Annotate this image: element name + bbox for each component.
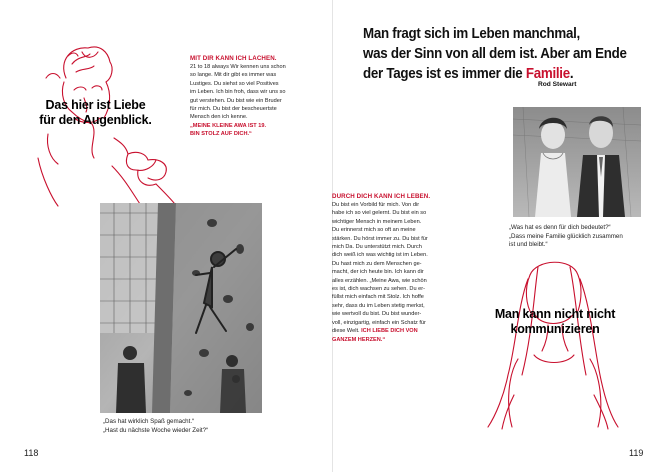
body-line: dich weiß ich was wichtig ist im Leben. — [332, 252, 428, 259]
body-line: Mensch den ich kenne. — [190, 114, 248, 121]
red-closing-line: GANZEM HERZEN.“ — [332, 336, 386, 343]
overlay-title-line: für den Augenblick. — [39, 113, 152, 127]
red-closing-line: BIN STOLZ AUF DICH.“ — [190, 131, 252, 138]
body-line: füllst mich einfach mit Stolz. Ich hoffe — [332, 294, 424, 301]
left-caption — [103, 418, 273, 435]
overlay-title-line: kommunizieren — [510, 322, 600, 336]
quote-text: der Tages ist es immer die — [363, 66, 526, 82]
caption-line: ist und bleibt.“ — [509, 241, 548, 249]
body-line: alles erzählen. „Meine Awa, wie schön — [332, 277, 427, 284]
overlay-title-line: Man kann nicht nicht — [494, 307, 616, 321]
section-heading: DURCH DICH KANN ICH LEBEN. — [332, 193, 431, 200]
caption-line: „Hast du nächste Woche wieder Zeit?“ — [103, 426, 209, 434]
body-line: wichtiger Mensch in meinem Leben. — [332, 218, 422, 225]
body-line: macht, der ich heute bin. Ich kann dir — [332, 269, 424, 276]
left-page — [0, 0, 332, 472]
body-line: für mich. Du bist der bescheuertste — [190, 106, 277, 113]
body-line: sehr, dass du im Leben stetig merkst, — [332, 302, 425, 309]
body-line: Lustiges. Du siehst so viel Positives — [190, 80, 279, 87]
body-line: es ist, dich wachsen zu sehen. Du er- — [332, 286, 425, 293]
body-text: diese Welt. — [332, 328, 362, 335]
text-block-leben — [332, 193, 467, 344]
body-line: im Leben. Ich bin froh, dass wir uns so — [190, 89, 286, 96]
body-line: voll, einzigartig, einfach ein Schatz für — [332, 319, 426, 326]
body-line: so lange. Mit dir gibt es immer was — [190, 72, 277, 79]
body-line: wie wertvoll du bist. Du bist wunder- — [332, 311, 422, 318]
body-line: gut verstehen. Du bist wie ein Bruder — [190, 97, 282, 104]
page-number-left: 118 — [24, 448, 39, 458]
body-line — [332, 327, 467, 335]
caption-line: „Dass meine Familie glücklich zusammen — [509, 232, 623, 240]
right-overlay-title — [485, 307, 625, 337]
overlay-title-line: Das hier ist Liebe — [45, 98, 146, 112]
page-number-right: 119 — [629, 448, 644, 458]
rod-stewart-quote — [363, 24, 663, 84]
quote-line — [363, 64, 639, 84]
left-overlay-title — [28, 98, 163, 128]
caption-line: „Das hat wirklich Spaß gemacht.“ — [103, 418, 195, 425]
couple-portrait-drawing — [513, 107, 641, 217]
body-line: 21 to 18 always Wir kennen uns schon — [190, 64, 286, 70]
body-line: Du bist ein Vorbild für mich. Von dir — [332, 202, 420, 208]
section-body — [332, 201, 467, 344]
section-heading: MIT DIR KANN ICH LACHEN. — [190, 55, 277, 62]
right-caption-top — [509, 224, 659, 250]
quote-author: Rod Stewart — [538, 81, 577, 88]
text-block-lachen — [190, 55, 315, 139]
body-line: habe ich so viel gelernt. Du bist ein so — [332, 210, 427, 217]
right-page — [333, 0, 666, 472]
quote-period: . — [569, 66, 574, 82]
red-line-drawing-woman — [478, 255, 628, 430]
red-closing-line: „MEINE KLEINE AWA IST 19. — [190, 122, 267, 129]
quote-line: was der Sinn von all dem ist. Aber am Ende — [363, 46, 627, 62]
caption-line: „Was hat es denn für dich bedeutet?“ — [509, 224, 611, 231]
body-line: Du erinnerst mich so oft an meine — [332, 227, 416, 234]
body-line: stärken. Du hörst immer zu. Du bist für — [332, 235, 428, 242]
section-body — [190, 63, 315, 139]
climbing-wall-drawing — [100, 203, 262, 413]
quote-highlight-familie: Familie — [525, 66, 570, 82]
red-closing-text: ICH LIEBE DICH VON — [361, 328, 418, 335]
body-line: mich Da. Du unterstützt mich. Durch — [332, 244, 422, 251]
quote-line: Man fragt sich im Leben manchmal, — [363, 26, 580, 42]
body-line: Du hast mich zu dem Menschen ge- — [332, 260, 422, 267]
